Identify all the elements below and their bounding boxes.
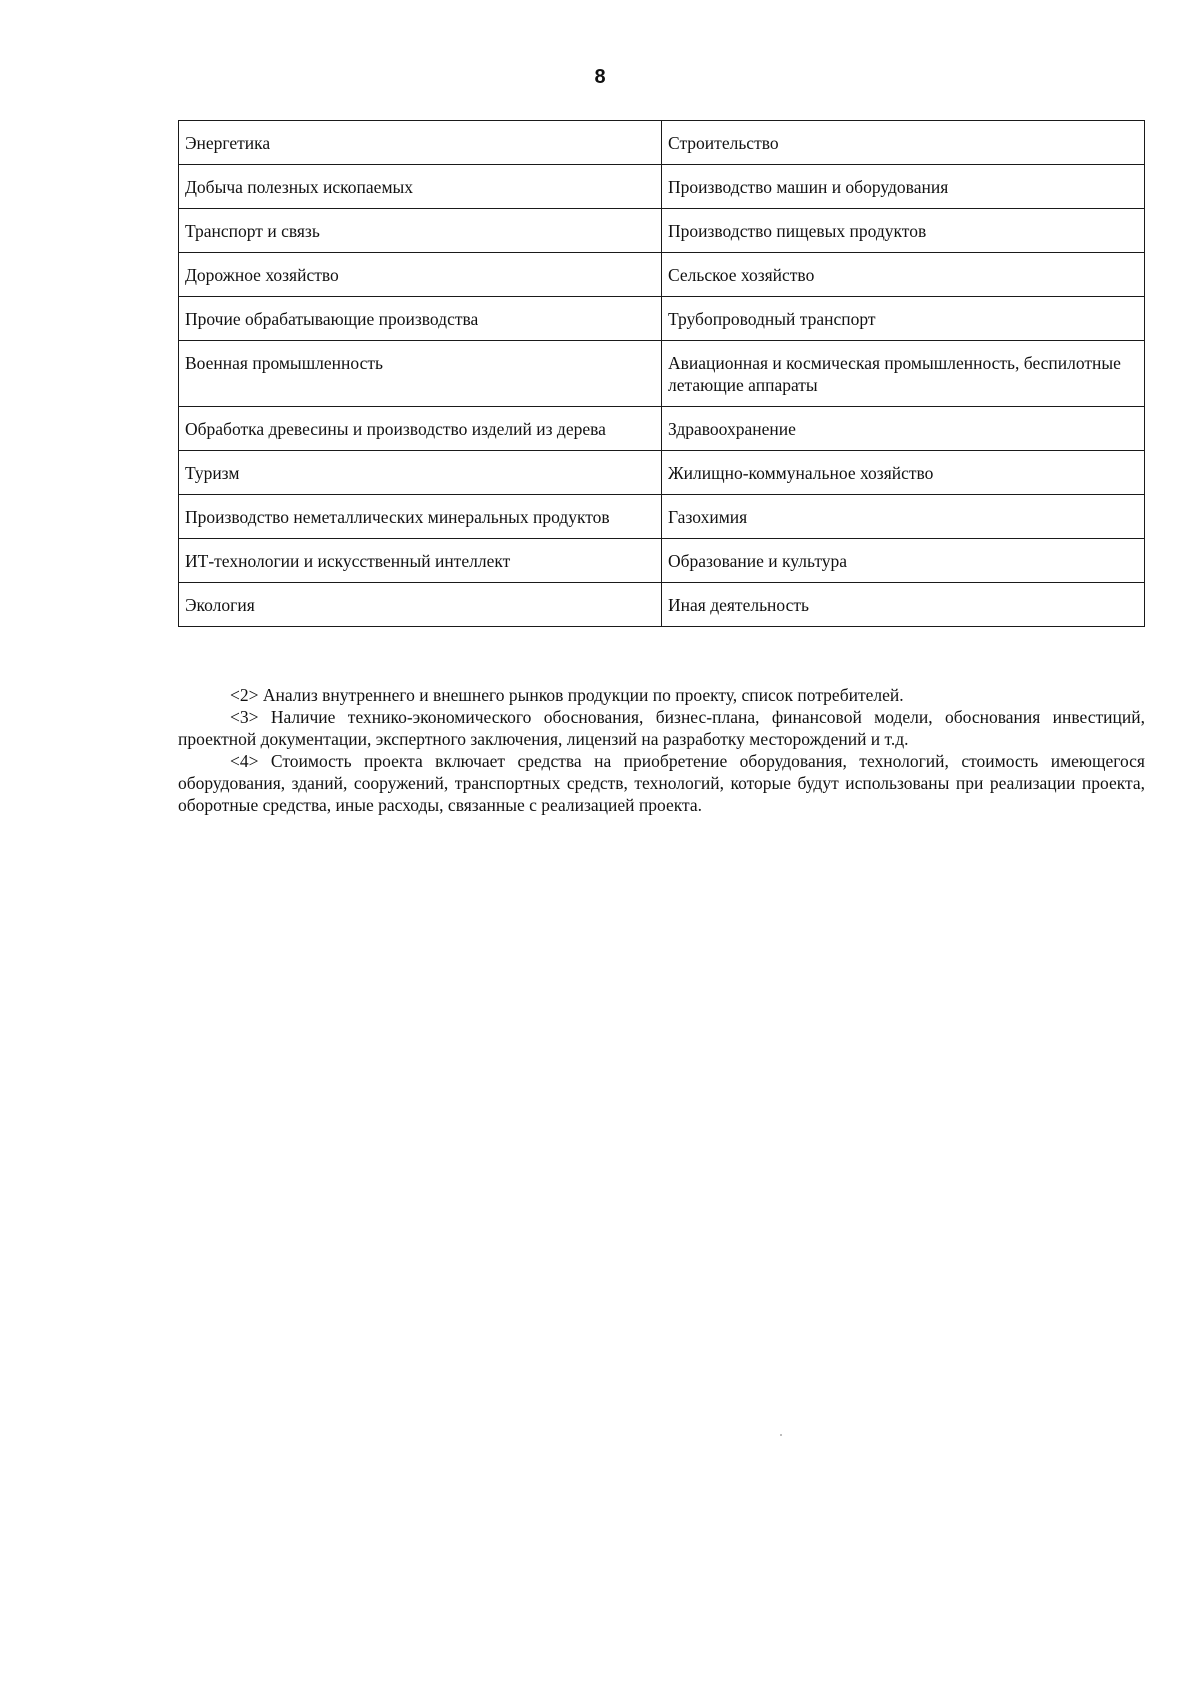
table-cell: Обработка древесины и производство изделий из дерева xyxy=(179,407,662,451)
table-row xyxy=(179,165,1145,209)
table-cell: Сельское хозяйство xyxy=(662,253,1145,297)
page-number: 8 xyxy=(594,66,606,88)
table-cell: Авиационная и космическая промышленность, беспилотные летающие аппараты xyxy=(662,341,1145,407)
table-row xyxy=(179,121,1145,165)
table-cell: Туризм xyxy=(179,451,662,495)
footnote-3: <3> Наличие технико-экономического обоснования, бизнес-плана, финансовой модели, обоснования инвестиций, проектной документации, экспертного заключения, лицензий на разработку месторождений и т.д. xyxy=(178,707,1145,749)
table-row xyxy=(179,253,1145,297)
table-cell: Прочие обрабатывающие производства xyxy=(179,297,662,341)
table-row xyxy=(179,583,1145,627)
footnote-2: <2> Анализ внутреннего и внешнего рынков продукции по проекту, список потребителей. xyxy=(230,685,904,705)
table-row xyxy=(179,407,1145,451)
footnote-4: <4> Стоимость проекта включает средства на приобретение оборудования, технологий, стоимость имеющегося оборудования, зданий, сооружений, транспортных средств, технологий, которые будут использованы при реализации проекта, оборотные средства, иные расходы, связанные с реализацией проекта. xyxy=(178,751,1145,815)
table-cell: Производство машин и оборудования xyxy=(662,165,1145,209)
table-cell: Энергетика xyxy=(179,121,662,165)
table-row xyxy=(179,209,1145,253)
table-cell: Транспорт и связь xyxy=(179,209,662,253)
table-cell: Жилищно-коммунальное хозяйство xyxy=(662,451,1145,495)
table-row xyxy=(179,495,1145,539)
table-row xyxy=(179,297,1145,341)
table-cell: Производство неметаллических минеральных продуктов xyxy=(179,495,662,539)
sectors-table xyxy=(178,120,1145,627)
table-cell: Здравоохранение xyxy=(662,407,1145,451)
table-cell: Дорожное хозяйство xyxy=(179,253,662,297)
footnotes xyxy=(178,684,1145,816)
table-cell: Экология xyxy=(179,583,662,627)
table-cell: Трубопроводный транспорт xyxy=(662,297,1145,341)
table-cell: Производство пищевых продуктов xyxy=(662,209,1145,253)
table-cell: ИТ-технологии и искусственный интеллект xyxy=(179,539,662,583)
table-cell: Добыча полезных ископаемых xyxy=(179,165,662,209)
table-row xyxy=(179,539,1145,583)
table-cell: Газохимия xyxy=(662,495,1145,539)
table-cell: Иная деятельность xyxy=(662,583,1145,627)
scan-speck xyxy=(780,1434,782,1436)
table-row xyxy=(179,451,1145,495)
table-cell: Военная промышленность xyxy=(179,341,662,407)
table-row xyxy=(179,341,1145,407)
table-cell: Строительство xyxy=(662,121,1145,165)
table-cell: Образование и культура xyxy=(662,539,1145,583)
